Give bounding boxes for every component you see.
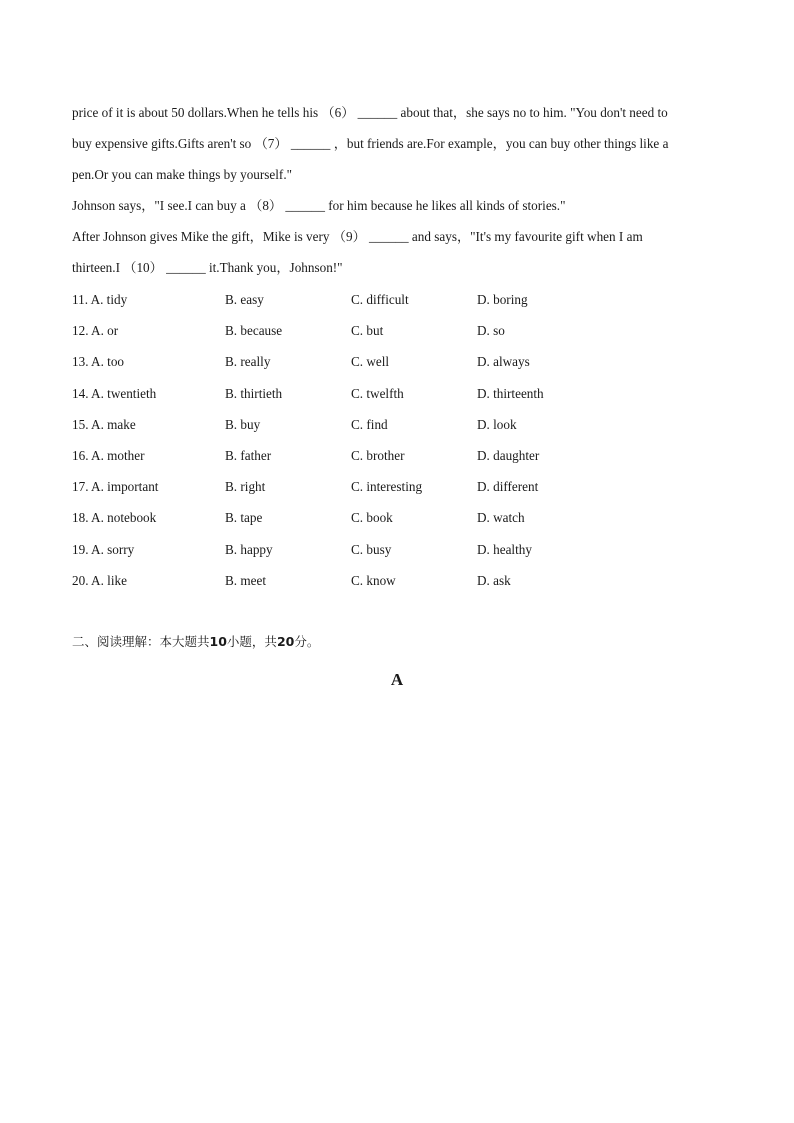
passage-line: After Johnson gives Mike the gift，Mike is very （9） ______ and says，"It's my favourite gift when I am xyxy=(72,229,643,244)
option-b: B. tape xyxy=(225,510,263,526)
option-d: D. daughter xyxy=(477,447,540,463)
section-heading-prefix: 二、阅读理解：本大题共 xyxy=(72,634,210,649)
passage-line: thirteen.I （10） ______ it.Thank you，Johnson!" xyxy=(72,260,343,275)
option-d: D. healthy xyxy=(477,541,532,557)
option-c: C. busy xyxy=(351,541,392,557)
option-b: B. right xyxy=(225,479,266,495)
option-c: C. book xyxy=(351,510,393,526)
passage-label: A xyxy=(390,670,404,689)
option-b: B. because xyxy=(225,323,283,339)
question-row xyxy=(72,471,722,502)
option-a: 13. A. too xyxy=(72,354,125,370)
section-score: 20 xyxy=(276,634,295,649)
passage-line: buy expensive gifts.Gifts aren't so （7） ______ ，but friends are.For example，you can buy other things like a xyxy=(72,136,669,151)
option-b: B. father xyxy=(225,447,272,463)
option-d: D. thirteenth xyxy=(477,385,544,401)
option-d: D. different xyxy=(477,479,539,495)
option-b: B. really xyxy=(225,354,271,370)
option-b: B. thirtieth xyxy=(225,385,283,401)
option-a: 19. A. sorry xyxy=(72,541,135,557)
question-row xyxy=(72,534,722,565)
option-d: D. look xyxy=(477,416,517,432)
question-row xyxy=(72,315,722,346)
option-b: B. happy xyxy=(225,541,273,557)
option-a: 15. A. make xyxy=(72,416,136,432)
answer-options xyxy=(72,284,722,596)
option-b: B. meet xyxy=(225,572,267,588)
option-c: C. interesting xyxy=(351,479,423,495)
option-c: C. difficult xyxy=(351,292,409,307)
option-c: C. twelfth xyxy=(351,385,404,401)
option-c: C. brother xyxy=(351,447,405,463)
section-heading-suffix: 分。 xyxy=(294,634,320,649)
cloze-passage xyxy=(72,97,722,283)
option-a: 14. A. twentieth xyxy=(72,385,157,401)
option-d: D. always xyxy=(477,354,530,370)
question-row xyxy=(72,440,722,471)
option-a: 20. A. like xyxy=(72,572,127,588)
option-b: B. buy xyxy=(225,416,261,432)
question-row xyxy=(72,284,722,315)
option-a: 18. A. notebook xyxy=(72,510,157,526)
option-d: D. so xyxy=(477,323,505,339)
question-row xyxy=(72,346,722,377)
option-a: 12. A. or xyxy=(72,323,119,339)
question-row xyxy=(72,502,722,533)
option-d: D. boring xyxy=(477,292,528,307)
option-a: 11. A. tidy xyxy=(72,292,128,307)
question-row xyxy=(72,378,722,409)
passage-line: Johnson says，"I see.I can buy a （8） ______ for him because he likes all kinds of stories." xyxy=(72,198,566,213)
option-a: 17. A. important xyxy=(72,479,159,495)
section-heading xyxy=(72,630,319,654)
question-row xyxy=(72,565,722,596)
option-d: D. ask xyxy=(477,572,511,588)
option-b: B. easy xyxy=(225,292,264,307)
section-heading-middle: 小题，共 xyxy=(226,634,277,649)
option-c: C. well xyxy=(351,354,390,370)
section-question-count: 10 xyxy=(209,634,227,649)
passage-line: pen.Or you can make things by yourself." xyxy=(72,167,292,182)
option-d: D. watch xyxy=(477,510,525,526)
passage-line: price of it is about 50 dollars.When he tells his （6） ______ about that，she says no to him. "You don't need to xyxy=(72,105,668,120)
option-c: C. but xyxy=(351,323,384,339)
option-a: 16. A. mother xyxy=(72,447,145,463)
question-row xyxy=(72,409,722,440)
option-c: C. find xyxy=(351,416,388,432)
option-c: C. know xyxy=(351,572,396,588)
